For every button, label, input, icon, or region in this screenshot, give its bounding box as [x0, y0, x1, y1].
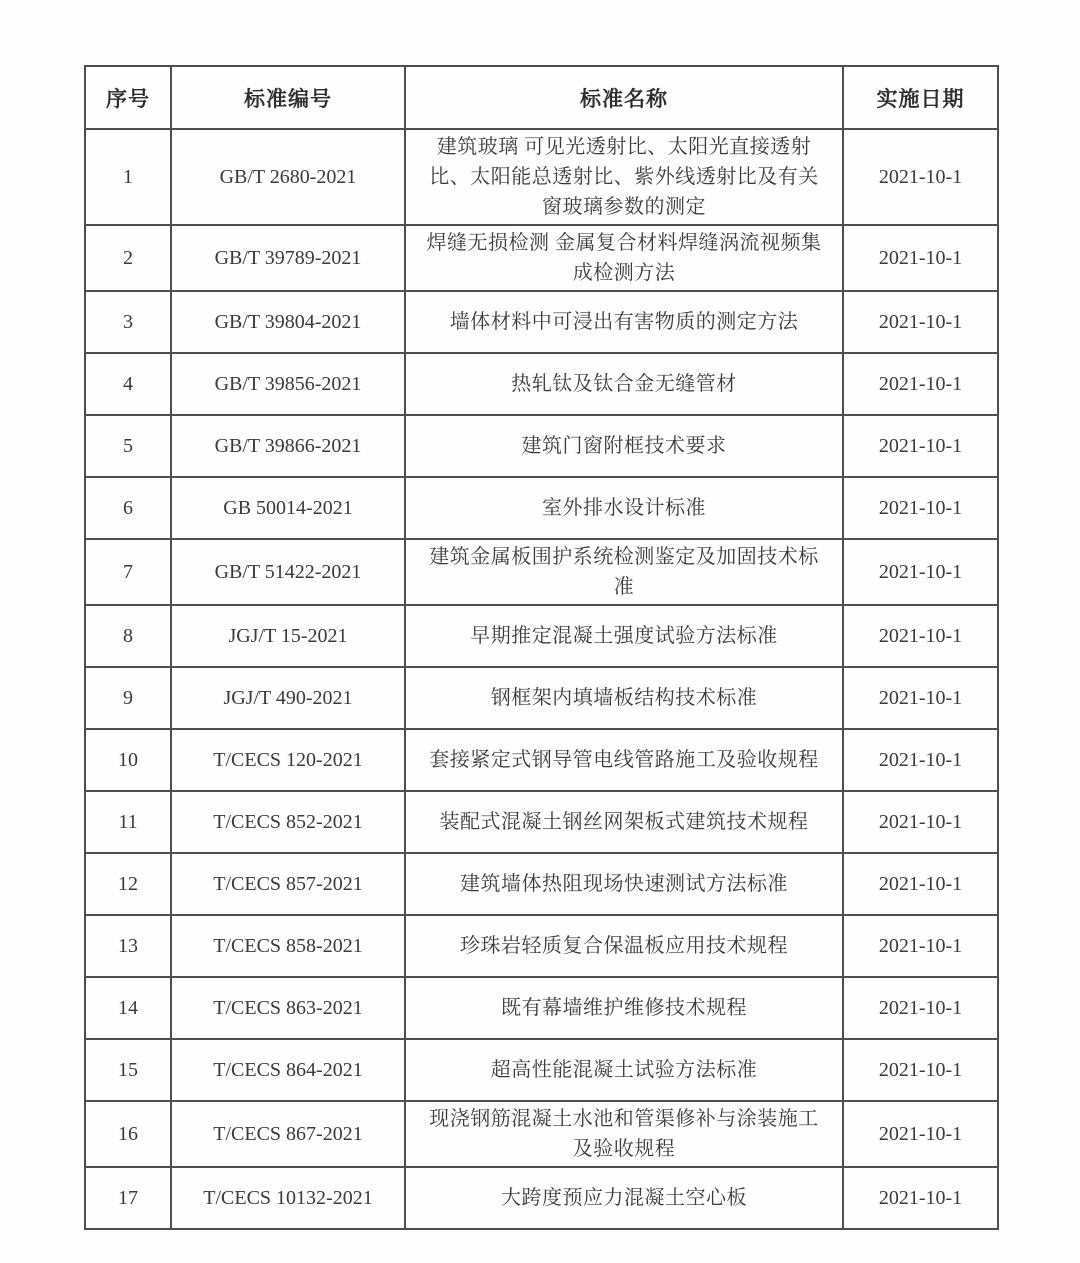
standard-name-cell: 珍珠岩轻质复合保温板应用技术规程	[405, 915, 843, 977]
table-row	[85, 791, 998, 853]
implementation-date-cell: 2021-10-1	[843, 1039, 998, 1101]
implementation-date-cell: 2021-10-1	[843, 605, 998, 667]
standard-code-cell: GB/T 39789-2021	[171, 225, 405, 291]
table-row	[85, 1101, 998, 1167]
standard-name-cell: 焊缝无损检测 金属复合材料焊缝涡流视频集成检测方法	[405, 225, 843, 291]
standard-code-cell: T/CECS 857-2021	[171, 853, 405, 915]
standard-code-cell: GB/T 2680-2021	[171, 129, 405, 225]
table-row	[85, 291, 998, 353]
standard-name-cell: 建筑门窗附框技术要求	[405, 415, 843, 477]
row-number-cell: 2	[85, 225, 171, 291]
table-row	[85, 539, 998, 605]
implementation-date-cell: 2021-10-1	[843, 791, 998, 853]
implementation-date-cell: 2021-10-1	[843, 291, 998, 353]
col-header-no: 序号	[85, 66, 171, 129]
standard-code-cell: T/CECS 10132-2021	[171, 1167, 405, 1229]
standard-name-cell: 套接紧定式钢导管电线管路施工及验收规程	[405, 729, 843, 791]
standard-code-cell: T/CECS 864-2021	[171, 1039, 405, 1101]
row-number-cell: 6	[85, 477, 171, 539]
standard-code-cell: JGJ/T 15-2021	[171, 605, 405, 667]
implementation-date-cell: 2021-10-1	[843, 225, 998, 291]
implementation-date-cell: 2021-10-1	[843, 977, 998, 1039]
standard-name-cell: 墙体材料中可浸出有害物质的测定方法	[405, 291, 843, 353]
standard-name-cell: 既有幕墙维护维修技术规程	[405, 977, 843, 1039]
row-number-cell: 16	[85, 1101, 171, 1167]
standard-code-cell: T/CECS 863-2021	[171, 977, 405, 1039]
standard-code-cell: JGJ/T 490-2021	[171, 667, 405, 729]
row-number-cell: 7	[85, 539, 171, 605]
standard-code-cell: GB/T 39866-2021	[171, 415, 405, 477]
row-number-cell: 12	[85, 853, 171, 915]
row-number-cell: 11	[85, 791, 171, 853]
row-number-cell: 1	[85, 129, 171, 225]
standard-code-cell: GB 50014-2021	[171, 477, 405, 539]
standard-name-cell: 热轧钛及钛合金无缝管材	[405, 353, 843, 415]
standard-name-cell: 室外排水设计标准	[405, 477, 843, 539]
row-number-cell: 13	[85, 915, 171, 977]
row-number-cell: 8	[85, 605, 171, 667]
implementation-date-cell: 2021-10-1	[843, 1167, 998, 1229]
table-row	[85, 667, 998, 729]
table-row	[85, 415, 998, 477]
standard-name-cell: 建筑墙体热阻现场快速测试方法标准	[405, 853, 843, 915]
col-header-date: 实施日期	[843, 66, 998, 129]
col-header-name: 标准名称	[405, 66, 843, 129]
standard-name-cell: 建筑金属板围护系统检测鉴定及加固技术标准	[405, 539, 843, 605]
table-row	[85, 605, 998, 667]
standard-name-cell: 超高性能混凝土试验方法标准	[405, 1039, 843, 1101]
standard-name-cell: 建筑玻璃 可见光透射比、太阳光直接透射比、太阳能总透射比、紫外线透射比及有关窗玻璃参数的测定	[405, 129, 843, 225]
row-number-cell: 9	[85, 667, 171, 729]
table-row	[85, 853, 998, 915]
implementation-date-cell: 2021-10-1	[843, 477, 998, 539]
table-row	[85, 225, 998, 291]
standard-code-cell: GB/T 51422-2021	[171, 539, 405, 605]
table-row	[85, 977, 998, 1039]
implementation-date-cell: 2021-10-1	[843, 539, 998, 605]
standards-table	[84, 65, 999, 1230]
table-row	[85, 129, 998, 225]
implementation-date-cell: 2021-10-1	[843, 915, 998, 977]
standard-name-cell: 钢框架内填墙板结构技术标准	[405, 667, 843, 729]
implementation-date-cell: 2021-10-1	[843, 415, 998, 477]
table-row	[85, 1167, 998, 1229]
standard-name-cell: 现浇钢筋混凝土水池和管渠修补与涂装施工及验收规程	[405, 1101, 843, 1167]
row-number-cell: 5	[85, 415, 171, 477]
row-number-cell: 10	[85, 729, 171, 791]
standard-code-cell: T/CECS 858-2021	[171, 915, 405, 977]
implementation-date-cell: 2021-10-1	[843, 667, 998, 729]
standard-code-cell: T/CECS 852-2021	[171, 791, 405, 853]
table-row	[85, 1039, 998, 1101]
row-number-cell: 4	[85, 353, 171, 415]
standard-name-cell: 早期推定混凝土强度试验方法标准	[405, 605, 843, 667]
row-number-cell: 15	[85, 1039, 171, 1101]
implementation-date-cell: 2021-10-1	[843, 1101, 998, 1167]
table-row	[85, 915, 998, 977]
table-row	[85, 477, 998, 539]
table-row	[85, 729, 998, 791]
standard-code-cell: T/CECS 867-2021	[171, 1101, 405, 1167]
standard-code-cell: GB/T 39856-2021	[171, 353, 405, 415]
standard-code-cell: T/CECS 120-2021	[171, 729, 405, 791]
implementation-date-cell: 2021-10-1	[843, 353, 998, 415]
col-header-code: 标准编号	[171, 66, 405, 129]
implementation-date-cell: 2021-10-1	[843, 853, 998, 915]
standard-code-cell: GB/T 39804-2021	[171, 291, 405, 353]
row-number-cell: 14	[85, 977, 171, 1039]
implementation-date-cell: 2021-10-1	[843, 129, 998, 225]
standard-name-cell: 大跨度预应力混凝土空心板	[405, 1167, 843, 1229]
implementation-date-cell: 2021-10-1	[843, 729, 998, 791]
header-row	[85, 66, 998, 129]
table-row	[85, 353, 998, 415]
standard-name-cell: 装配式混凝土钢丝网架板式建筑技术规程	[405, 791, 843, 853]
row-number-cell: 3	[85, 291, 171, 353]
row-number-cell: 17	[85, 1167, 171, 1229]
